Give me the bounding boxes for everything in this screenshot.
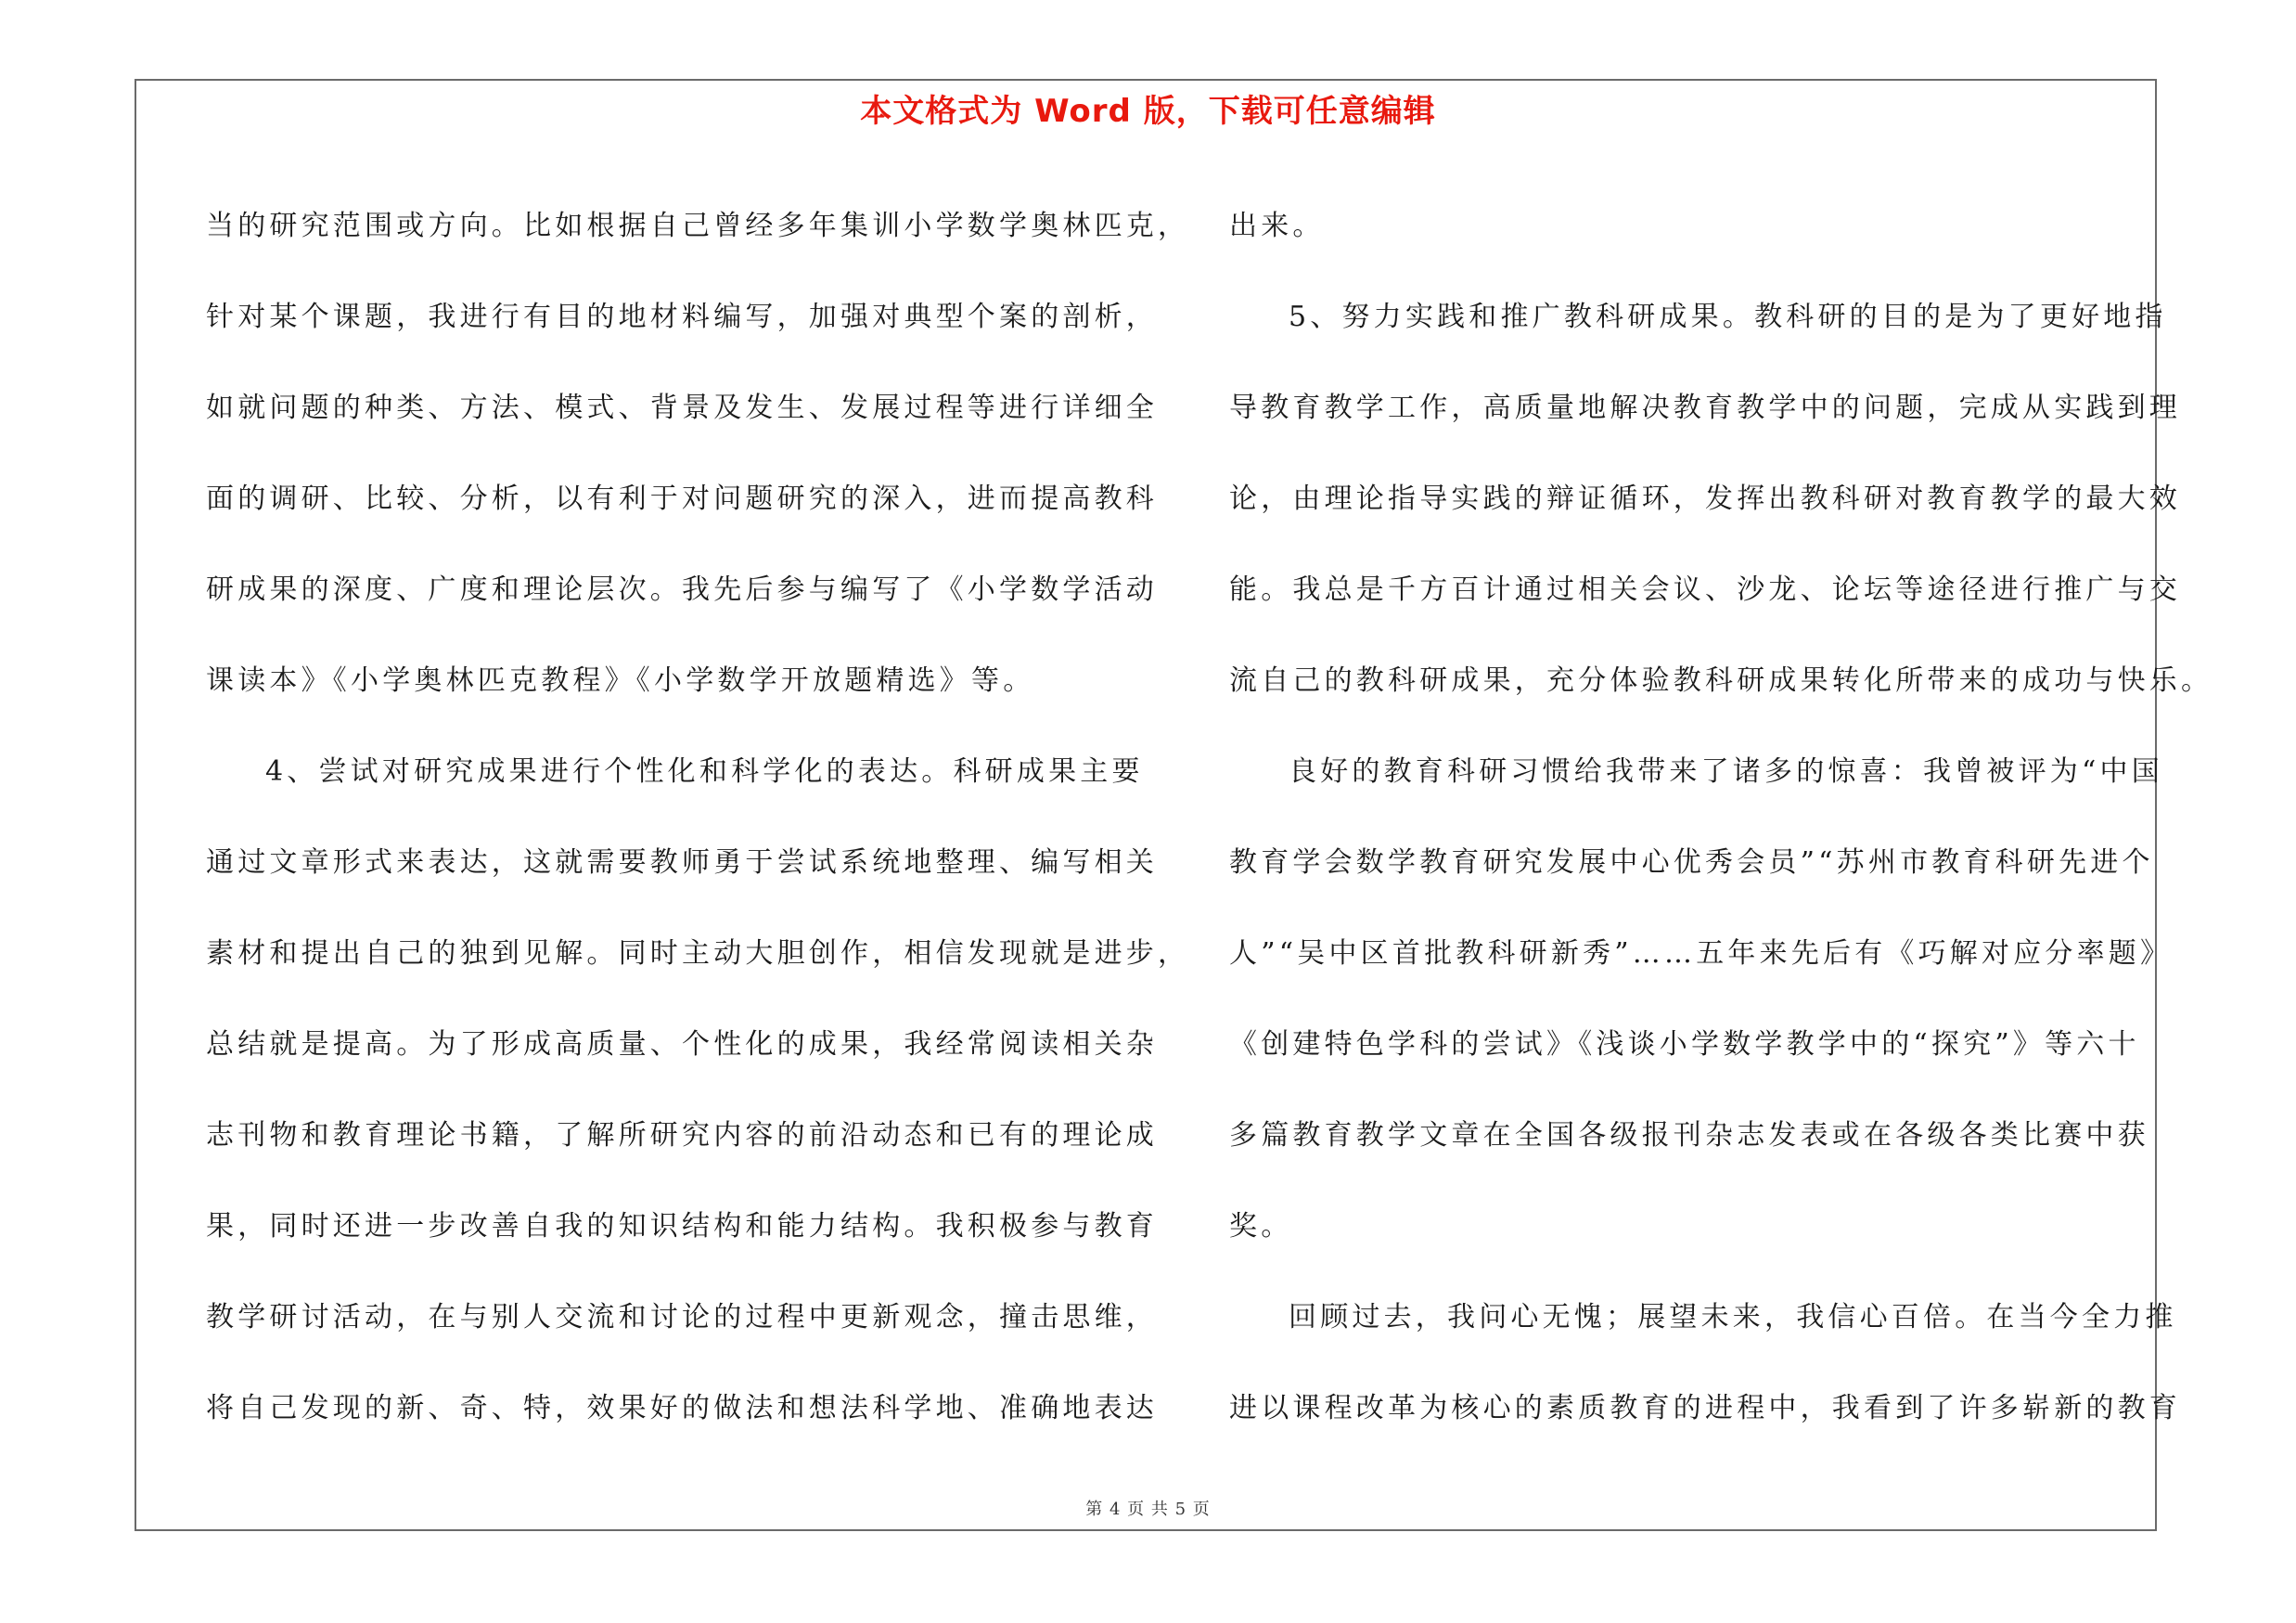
text-line: 如就问题的种类、方法、模式、背景及发生、发展过程等进行详细全 bbox=[206, 392, 1158, 424]
text-line: 多篇教育教学文章在全国各级报刊杂志发表或在各级各类比赛中获 bbox=[1229, 1119, 2149, 1152]
text-line: 针对某个课题，我进行有目的地材料编写，加强对典型个案的剖析， bbox=[206, 301, 1158, 333]
text-line: 面的调研、比较、分析，以有利于对问题研究的深入，进而提高教科 bbox=[206, 483, 1158, 515]
format-notice-banner: 本文格式为 Word 版，下载可任意编辑 bbox=[860, 93, 1436, 130]
text-line: 将自己发现的新、奇、特，效果好的做法和想法科学地、准确地表达 bbox=[206, 1392, 1158, 1424]
text-line: 《创建特色学科的尝试》《浅谈小学数学教学中的“探究”》等六十 bbox=[1229, 1028, 2140, 1061]
text-line: 果，同时还进一步改善自我的知识结构和能力结构。我积极参与教育 bbox=[206, 1210, 1158, 1243]
paragraph-start-line: 良好的教育科研习惯给我带来了诸多的惊喜：我曾被评为“中国 bbox=[1289, 755, 2163, 788]
text-line: 研成果的深度、广度和理论层次。我先后参与编写了《小学数学活动 bbox=[206, 573, 1158, 606]
text-line: 能。我总是千方百计通过相关会议、沙龙、论坛等途径进行推广与交 bbox=[1229, 573, 2181, 606]
page-number-footer: 第 4 页 共 5 页 bbox=[1085, 1500, 1211, 1519]
text-line: 论，由理论指导实践的辩证循环，发挥出教科研对教育教学的最大效 bbox=[1229, 483, 2181, 515]
paragraph-start-line: 5、努力实践和推广教科研成果。教科研的目的是为了更好地指 bbox=[1289, 301, 2167, 333]
text-line: 素材和提出自己的独到见解。同时主动大胆创作，相信发现就是进步， bbox=[206, 937, 1190, 970]
text-line: 导教育教学工作，高质量地解决教育教学中的问题，完成从实践到理 bbox=[1229, 392, 2181, 424]
paragraph-start-line: 4、尝试对研究成果进行个性化和科学化的表达。科研成果主要 bbox=[265, 755, 1144, 788]
left-text-column bbox=[206, 181, 1190, 1454]
text-line: 流自己的教科研成果，充分体验教科研成果转化所带来的成功与快乐。 bbox=[1229, 664, 2213, 697]
right-text-column bbox=[1229, 181, 2213, 1454]
text-line: 人”“吴中区首批教科研新秀”……五年来先后有《巧解对应分率题》 bbox=[1229, 937, 2173, 970]
text-line: 出来。 bbox=[1229, 210, 1325, 242]
text-line: 当的研究范围或方向。比如根据自己曾经多年集训小学数学奥林匹克， bbox=[206, 210, 1190, 242]
text-line: 通过文章形式来表达，这就需要教师勇于尝试系统地整理、编写相关 bbox=[206, 846, 1158, 879]
text-line: 总结就是提高。为了形成高质量、个性化的成果，我经常阅读相关杂 bbox=[206, 1028, 1158, 1061]
text-line: 教学研讨活动，在与别人交流和讨论的过程中更新观念，撞击思维， bbox=[206, 1301, 1158, 1333]
text-line: 课读本》《小学奥林匹克教程》《小学数学开放题精选》等。 bbox=[206, 664, 1035, 697]
text-line: 进以课程改革为核心的素质教育的进程中，我看到了许多崭新的教育 bbox=[1229, 1392, 2181, 1424]
text-line: 奖。 bbox=[1229, 1210, 1293, 1243]
text-line: 教育学会数学教育研究发展中心优秀会员”“苏州市教育科研先进个 bbox=[1229, 846, 2154, 879]
text-line: 志刊物和教育理论书籍，了解所研究内容的前沿动态和已有的理论成 bbox=[206, 1119, 1158, 1152]
paragraph-start-line: 回顾过去，我问心无愧；展望未来，我信心百倍。在当今全力推 bbox=[1289, 1301, 2177, 1333]
